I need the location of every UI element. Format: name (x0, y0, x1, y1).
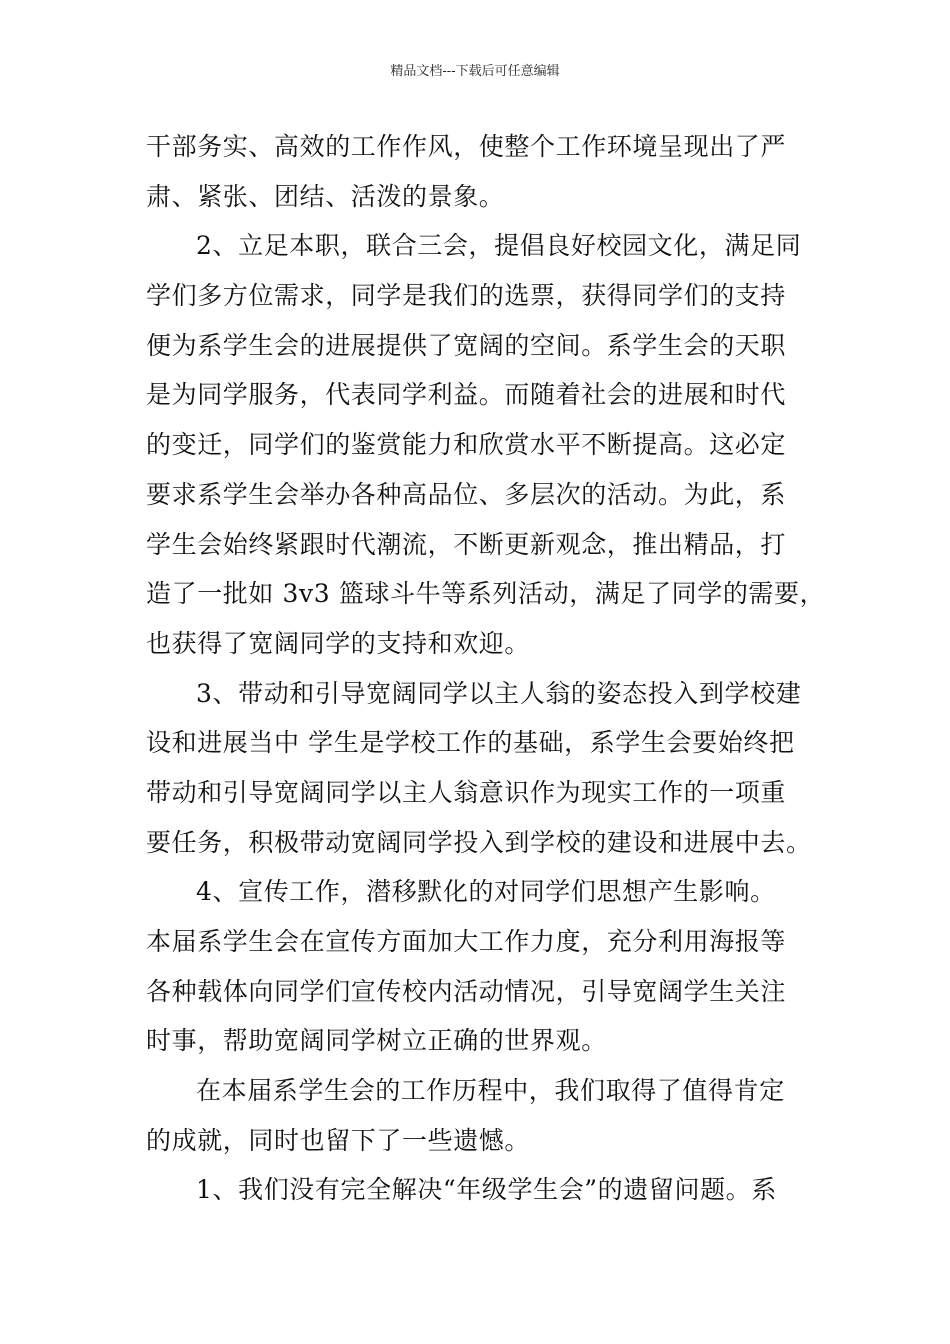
text-line: 要任务，积极带动宽阔同学投入到学校的建设和进展中去。 (146, 827, 812, 857)
text-line: 学生会始终紧跟时代潮流，不断更新观念，推出精品，打 (146, 529, 787, 559)
text-line: 便为系学生会的进展提供了宽阔的空间。系学生会的天职 (146, 330, 787, 360)
text-line: 时事，帮助宽阔同学树立正确的世界观。 (146, 1026, 607, 1056)
text-line: 学们多方位需求，同学是我们的选票，获得同学们的支持 (146, 281, 787, 311)
text-line: 干部务实、高效的工作作风，使整个工作环境呈现出了严 (146, 132, 787, 161)
text-line: 2、立足本职，联合三会，提倡良好校园文化，满足同 (196, 231, 802, 261)
document-body (146, 122, 826, 1215)
text-line: 的变迁，同学们的鉴赏能力和欣赏水平不断提高。这必定 (146, 430, 787, 460)
text-line: 是为同学服务，代表同学利益。而随着社会的进展和时代 (146, 380, 787, 410)
text-line: 3、带动和引导宽阔同学以主人翁的姿态投入到学校建 (196, 678, 802, 708)
text-line: 设和进展当中 学生是学校工作的基础，系学生会要始终把 (146, 728, 795, 758)
text-line: 各种载体向同学们宣传校内活动情况，引导宽阔学生关注 (146, 976, 787, 1006)
text-line: 1、我们没有完全解决“年级学生会”的遗留问题。系 (196, 1175, 777, 1205)
text-line: 的成就，同时也留下了一些遗憾。 (146, 1125, 531, 1155)
text-line: 本届系学生会在宣传方面加大工作力度，充分利用海报等 (146, 927, 787, 956)
text-line: 在本届系学生会的工作历程中，我们取得了值得肯定 (196, 1076, 785, 1106)
text-line: 肃、紧张、团结、活泼的景象。 (146, 181, 505, 211)
text-line: 也获得了宽阔同学的支持和欢迎。 (146, 628, 531, 658)
text-line: 4、宣传工作，潜移默化的对同学们思想产生影响。 (196, 877, 776, 907)
text-line: 带动和引导宽阔同学以主人翁意识作为现实工作的一项重 (146, 777, 787, 807)
text-line: 要求系学生会举办各种高品位、多层次的活动。为此，系 (146, 479, 787, 509)
text-line: 造了一批如 3v3 篮球斗牛等系列活动，满足了同学的需要， (146, 579, 826, 609)
page-header: 精品文档---下载后可任意编辑 (390, 64, 560, 79)
